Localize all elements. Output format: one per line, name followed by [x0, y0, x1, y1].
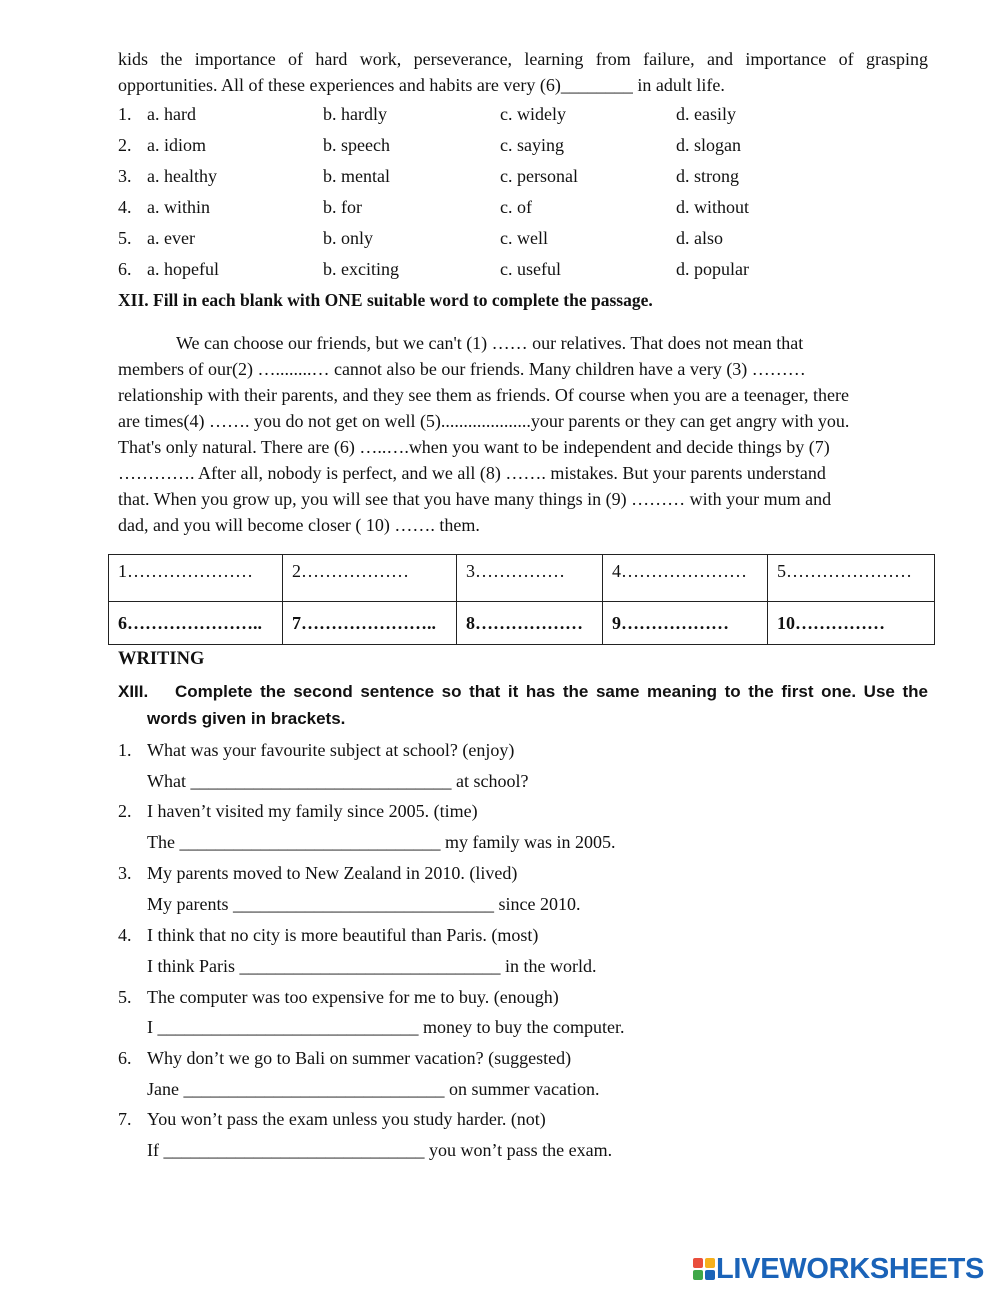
passage-line-1: We can choose our friends, but we can't (1) …… our relatives. That does not mean that [176, 333, 804, 353]
item-number: 7. [118, 1109, 132, 1129]
answer-cell-3[interactable]: 3…………… [457, 555, 603, 602]
mc-number: 4. [118, 197, 132, 217]
mc-option-a[interactable]: a. ever [147, 228, 195, 248]
mc-option-b[interactable]: b. speech [323, 135, 390, 155]
passage-line-3: relationship with their parents, and they see them as friends. Of course when you are a teenager, there [118, 385, 850, 405]
mc-number: 2. [118, 135, 132, 155]
mc-option-a[interactable]: a. idiom [147, 135, 206, 155]
answer-cell-1[interactable]: 1………………… [109, 555, 283, 602]
answer-cell-7[interactable]: 7………………….. [283, 602, 457, 645]
answer-row-2 [109, 602, 935, 645]
item-number: 4. [118, 925, 132, 945]
passage-line-8: dad, and you will become closer ( 10) ……. them. [118, 515, 480, 535]
mc-option-c[interactable]: c. useful [500, 259, 561, 279]
passage-line-5: That's only natural. There are (6) …..….when you want to be independent and decide things by (7) [118, 437, 830, 457]
answer-cell-2[interactable]: 2……………… [283, 555, 457, 602]
mc-option-a[interactable]: a. hopeful [147, 259, 219, 279]
mc-option-a[interactable]: a. within [147, 197, 210, 217]
answer-cell-4[interactable]: 4………………… [603, 555, 768, 602]
mc-question-2 [118, 135, 928, 157]
item-number: 6. [118, 1048, 132, 1068]
item-prompt: I think that no city is more beautiful than Paris. (most) [147, 925, 539, 945]
item-number: 1. [118, 740, 132, 760]
item-rewrite[interactable]: What _____________________________ at school? [147, 771, 529, 791]
mc-number: 5. [118, 228, 132, 248]
mc-option-b[interactable]: b. only [323, 228, 374, 248]
section-xiii-heading [118, 678, 928, 732]
passage-line-6: …………. After all, nobody is perfect, and we all (8) ……. mistakes. But your parents understand [118, 463, 826, 483]
mc-option-a[interactable]: a. hard [147, 104, 196, 124]
answer-cell-8[interactable]: 8……………… [457, 602, 603, 645]
intro-line-1: kids the importance of hard work, perseverance, learning from failure, and importance of grasping [118, 49, 928, 69]
mc-option-d[interactable]: d. without [676, 197, 750, 217]
section-xiii-label: XIII. [118, 682, 149, 701]
item-number: 3. [118, 863, 132, 883]
answer-cell-5[interactable]: 5………………… [768, 555, 935, 602]
mc-option-d[interactable]: d. popular [676, 259, 749, 279]
item-rewrite[interactable]: My parents _____________________________ since 2010. [147, 894, 581, 914]
passage-line-2: members of our(2) …........… cannot also be our friends. Many children have a very (3) ……… [118, 359, 806, 379]
item-prompt: The computer was too expensive for me to buy. (enough) [147, 987, 559, 1007]
passage-line-4: are times(4) ……. you do not get on well (5)....................your parents or they can get angry with you. [118, 411, 850, 431]
mc-option-d[interactable]: d. easily [676, 104, 736, 124]
mc-option-c[interactable]: c. well [500, 228, 548, 248]
answer-cell-6[interactable]: 6………………….. [109, 602, 283, 645]
fill-blank-passage [118, 330, 933, 538]
item-prompt: I haven’t visited my family since 2005. (time) [147, 801, 478, 821]
mc-option-b[interactable]: b. exciting [323, 259, 399, 279]
mc-question-3 [118, 166, 928, 188]
section-xiii-instruction: Complete the second sentence so that it has the same meaning to the first one. Use the words given in brackets. [147, 682, 928, 728]
item-rewrite[interactable]: The _____________________________ my family was in 2005. [147, 832, 616, 852]
answer-cell-9[interactable]: 9……………… [603, 602, 768, 645]
intro-paragraph [118, 46, 928, 98]
item-rewrite[interactable]: If _____________________________ you won’t pass the exam. [147, 1140, 613, 1160]
writing-heading: WRITING [118, 649, 205, 669]
answer-table [108, 554, 935, 645]
mc-question-4 [118, 197, 928, 219]
mc-question-5 [118, 228, 928, 250]
mc-option-b[interactable]: b. hardly [323, 104, 387, 124]
item-rewrite[interactable]: I think Paris _____________________________ in the world. [147, 956, 597, 976]
mc-option-d[interactable]: d. also [676, 228, 723, 248]
intro-line-2: opportunities. All of these experiences and habits are very (6)________ in adult life. [118, 75, 725, 95]
mc-option-c[interactable]: c. widely [500, 104, 566, 124]
item-rewrite[interactable]: Jane _____________________________ on summer vacation. [147, 1079, 600, 1099]
mc-number: 6. [118, 259, 132, 279]
liveworksheets-logo-icon [693, 1258, 715, 1280]
mc-option-c[interactable]: c. personal [500, 166, 578, 186]
mc-option-d[interactable]: d. strong [676, 166, 739, 186]
item-number: 5. [118, 987, 132, 1007]
mc-question-1 [118, 104, 928, 126]
mc-option-b[interactable]: b. for [323, 197, 362, 217]
mc-option-a[interactable]: a. healthy [147, 166, 217, 186]
mc-option-b[interactable]: b. mental [323, 166, 390, 186]
item-prompt: You won’t pass the exam unless you study harder. (not) [147, 1109, 546, 1129]
item-number: 2. [118, 801, 132, 821]
mc-option-d[interactable]: d. slogan [676, 135, 741, 155]
mc-option-c[interactable]: c. saying [500, 135, 564, 155]
item-prompt: What was your favourite subject at school? (enjoy) [147, 740, 515, 760]
answer-cell-10[interactable]: 10…………… [768, 602, 935, 645]
mc-question-6 [118, 259, 928, 281]
mc-number: 1. [118, 104, 132, 124]
section-xii-heading: XII. Fill in each blank with ONE suitable word to complete the passage. [118, 290, 653, 310]
item-prompt: Why don’t we go to Bali on summer vacation? (suggested) [147, 1048, 572, 1068]
mc-number: 3. [118, 166, 132, 186]
item-prompt: My parents moved to New Zealand in 2010. (lived) [147, 863, 518, 883]
mc-option-c[interactable]: c. of [500, 197, 532, 217]
passage-line-7: that. When you grow up, you will see that you have many things in (9) ……… with your mum and [118, 489, 832, 509]
answer-row-1 [109, 555, 935, 602]
item-rewrite[interactable]: I _____________________________ money to buy the computer. [147, 1017, 625, 1037]
logo-text: LIVEWORKSHEETS [716, 1253, 985, 1285]
